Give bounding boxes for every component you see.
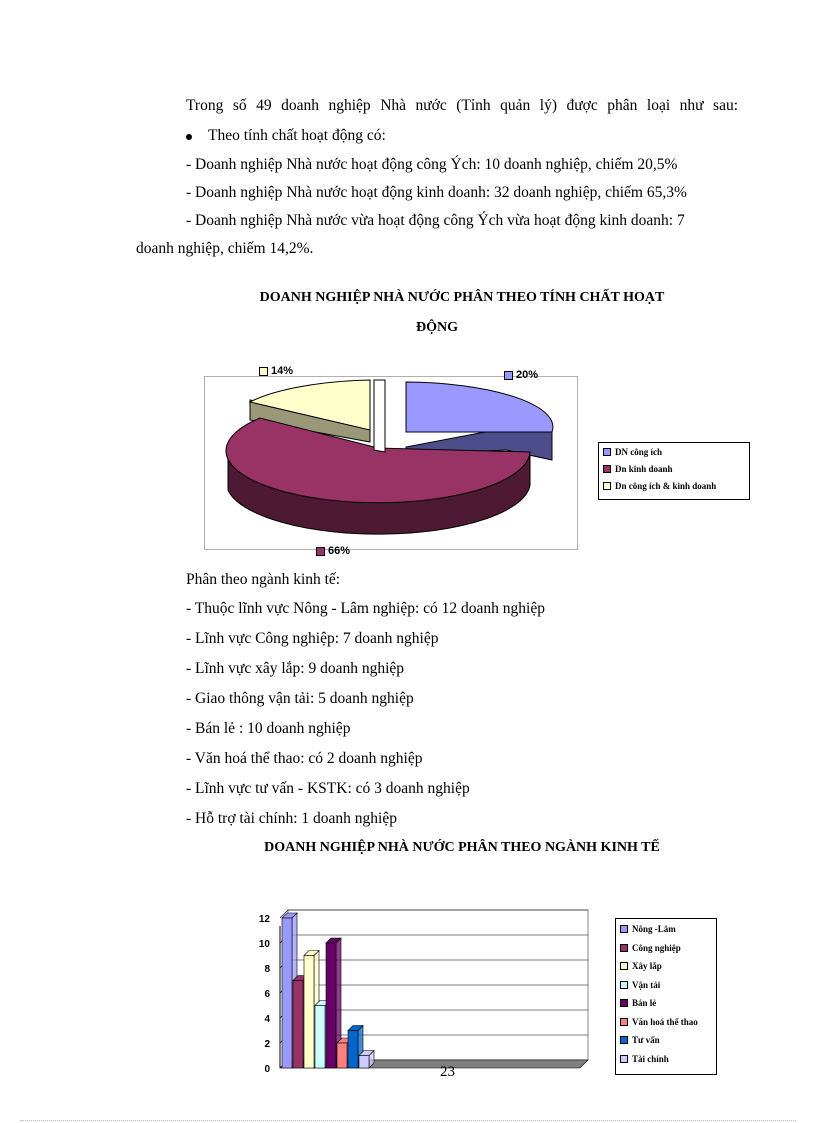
pie-label-kinh-doanh [316, 545, 350, 557]
pie-slice-cong-ich [406, 382, 553, 432]
legend-swatch-icon [620, 1036, 628, 1044]
intro-bullet: Theo tính chất hoạt động có: [208, 127, 386, 144]
sector-item: - Thuộc lĩnh vực Nông - Lâm nghiệp: có 12 doanh nghiệp [186, 600, 545, 617]
pie-chart [200, 360, 580, 560]
bar [337, 1043, 347, 1068]
pie-label-text: 20% [516, 369, 539, 381]
pie-chart-title-line-1: DOANH NGHIỆP NHÀ NƯỚC PHÂN THEO TÍNH CHẤT HOẠT [259, 290, 665, 305]
page-number: 23 [440, 1064, 455, 1080]
intro-item-3b: doanh nghiệp, chiếm 14,2%. [136, 240, 314, 257]
bar-legend-label: Nông -Lâm [632, 924, 676, 934]
legend-swatch-icon [620, 944, 628, 952]
bar-chart [240, 900, 600, 1080]
bar-legend [615, 918, 717, 1075]
bar-legend-item [620, 961, 662, 971]
legend-swatch-icon [620, 1018, 628, 1026]
bar-legend-item [620, 1017, 698, 1027]
pie-label-swatch-icon [316, 547, 325, 556]
bar [359, 1056, 369, 1069]
pie-label-text: 66% [328, 545, 351, 557]
bar-legend-item [620, 1035, 660, 1045]
bar [326, 943, 336, 1068]
legend-swatch-icon [620, 925, 628, 933]
sector-item: - Giao thông vận tải: 5 doanh nghiệp [186, 690, 414, 707]
pie-legend-item [603, 447, 662, 457]
bar-legend-label: Tư vấn [632, 1035, 660, 1045]
pie-legend-label: DN công ích [615, 447, 662, 457]
legend-swatch-icon [620, 1055, 628, 1063]
bar [315, 1006, 325, 1069]
pie-label-swatch-icon [504, 371, 513, 380]
sector-item: - Lĩnh vực xây lắp: 9 doanh nghiệp [186, 660, 405, 677]
sector-item: - Hỗ trợ tài chính: 1 doanh nghiệp [186, 810, 397, 827]
legend-swatch-icon [603, 465, 611, 473]
pie-label-cong-ich-kinh-doanh [259, 365, 293, 377]
bullet-icon [186, 134, 192, 140]
sector-item: - Bán lẻ : 10 doanh nghiệp [186, 720, 351, 737]
y-tick-label: 12 [258, 914, 270, 925]
pie-legend-label: Dn công ích & kinh doanh [615, 481, 717, 491]
intro-item-2: - Doanh nghiệp Nhà nước hoạt động kinh doanh: 32 doanh nghiệp, chiếm 65,3% [186, 184, 687, 201]
bar-legend-item [620, 998, 656, 1008]
sector-item: - Lĩnh vực tư vấn - KSTK: có 3 doanh nghiệp [186, 780, 470, 797]
pie-legend-item [603, 481, 716, 491]
sector-item: - Lĩnh vực Công nghiệp: 7 doanh nghiệp [186, 630, 439, 647]
pie-label-cong-ich [504, 369, 538, 381]
bar-legend-label: Vận tải [632, 979, 661, 990]
sector-item: - Văn hoá thể thao: có 2 doanh nghiệp [186, 750, 423, 767]
legend-swatch-icon [620, 999, 628, 1007]
pie-legend-item [603, 464, 673, 474]
pie-chart-title-line-2: ĐỘNG [416, 320, 458, 335]
bar-legend-label: Công nghiệp [632, 942, 681, 953]
y-tick-label: 2 [264, 1039, 270, 1050]
bar-chart-title: DOANH NGHIỆP NHÀ NƯỚC PHÂN THEO NGÀNH KINH TẾ [264, 840, 660, 855]
pie-slice-gap [374, 380, 385, 452]
pie-legend [598, 442, 750, 500]
legend-swatch-icon [603, 482, 611, 490]
bar [282, 918, 292, 1068]
legend-swatch-icon [620, 981, 628, 989]
bar-legend-item [620, 943, 681, 953]
y-tick-label: 4 [264, 1014, 270, 1025]
y-tick-label: 6 [264, 989, 270, 1000]
footer-rule [20, 1120, 796, 1121]
bar-legend-label: Tài chính [632, 1053, 669, 1064]
pie-label-text: 14% [271, 365, 294, 377]
bar-legend-label: Bán lẻ [632, 998, 657, 1008]
intro-line-1: Trong số 49 doanh nghiệp Nhà nước (Tỉnh quản lý) được phân loại như sau: [186, 97, 738, 114]
sector-heading: Phân theo ngành kinh tế: [186, 571, 341, 588]
pie-legend-label: Dn kinh doanh [615, 464, 673, 474]
bar [304, 956, 314, 1069]
bar-legend-label: Xây lắp [632, 961, 662, 971]
bar-legend-item [620, 980, 660, 990]
bar [348, 1031, 358, 1069]
bar [293, 981, 303, 1069]
legend-swatch-icon [620, 962, 628, 970]
y-tick-label: 10 [258, 939, 270, 950]
bar-legend-label: Văn hoá thể thao [632, 1016, 698, 1027]
intro-item-3a: - Doanh nghiệp Nhà nước vừa hoạt động công Ých vừa hoạt động kinh doanh: 7 [186, 212, 685, 229]
bar-legend-item [620, 1054, 669, 1064]
pie-label-swatch-icon [259, 367, 268, 376]
bar-legend-item [620, 924, 676, 934]
y-tick-label: 8 [264, 964, 270, 975]
y-tick-label: 0 [264, 1064, 270, 1075]
legend-swatch-icon [603, 448, 611, 456]
intro-item-1: - Doanh nghiệp Nhà nước hoạt động công Ých: 10 doanh nghiệp, chiếm 20,5% [186, 156, 678, 173]
